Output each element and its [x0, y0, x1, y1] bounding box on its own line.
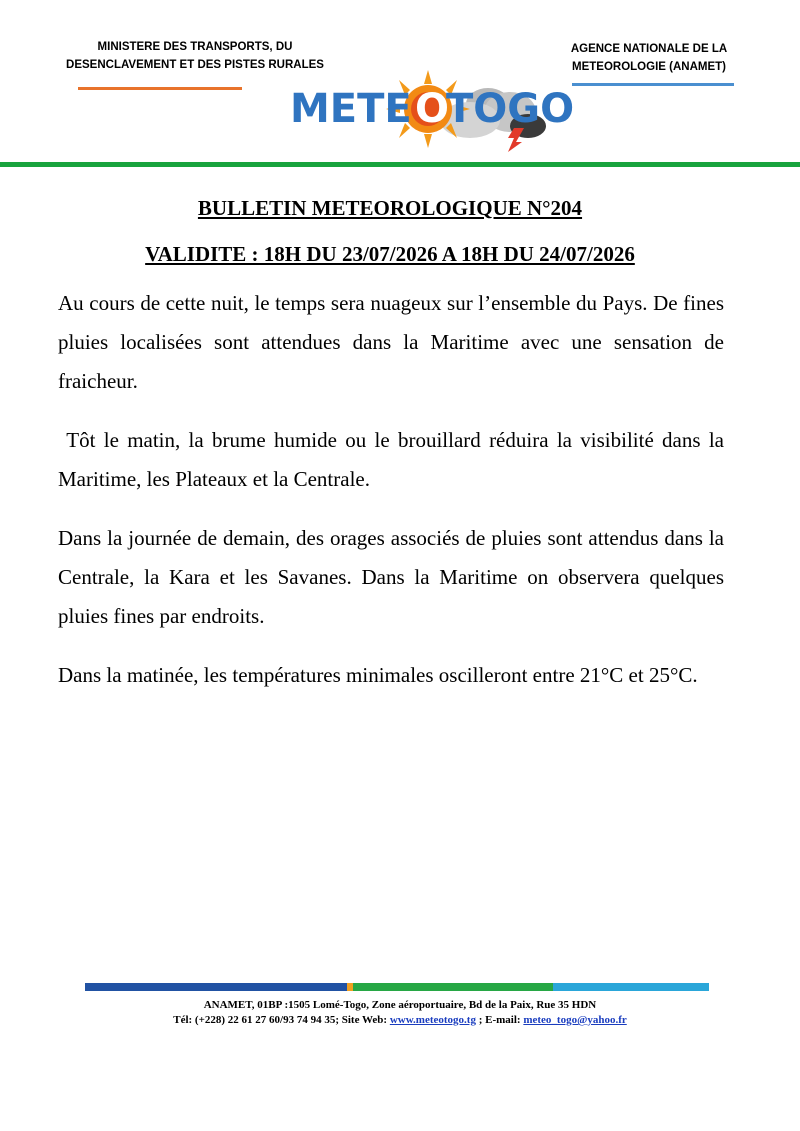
footer-separator: ; E-mail:: [475, 1014, 524, 1026]
forecast-paragraph-morning: Tôt le matin, la brume humide ou le brouillard réduira la visibilité dans la Maritime, les Plateaux et la Centrale.: [58, 428, 724, 491]
header-green-rule: [0, 162, 800, 167]
ministry-line-1: MINISTERE DES TRANSPORTS, DU: [97, 41, 293, 53]
bulletin-validity: VALIDITE : 18H DU 23/07/2026 A 18H DU 24/07/2026: [145, 242, 635, 266]
footer-phone: Tél: (+228) 22 61 27 60/93 74 94 35; Site Web:: [173, 1014, 390, 1026]
email-link[interactable]: meteo_togo@yahoo.fr: [523, 1014, 627, 1026]
forecast-paragraph-temperatures: Dans la matinée, les températures minimales oscilleront entre 21°C et 25°C.: [58, 663, 698, 687]
orange-divider: [78, 87, 242, 90]
forecast-paragraph-day: Dans la journée de demain, des orages associés de pluies sont attendus dans la Centrale, la Kara et les Savanes. Dans la Maritime on observera quelques pluies fines par endroits.: [58, 526, 724, 628]
agency-line-2: METEOROLOGIE (ANAMET): [572, 61, 726, 73]
agency-line-1: AGENCE NATIONALE DE LA: [570, 43, 728, 55]
footer-contact-line: [0, 1013, 800, 1028]
website-link[interactable]: www.meteotogo.tg: [389, 1014, 476, 1026]
logo-text-part1: METE: [290, 86, 412, 132]
footer-contact: [0, 998, 800, 1028]
footer-address: ANAMET, 01BP :1505 Lomé-Togo, Zone aéroportuaire, Bd de la Paix, Rue 35 HDN: [203, 999, 597, 1011]
forecast-paragraph-night: Au cours de cette nuit, le temps sera nuageux sur l’ensemble du Pays. De fines pluies localisées sont attendues dans la Maritime avec une sensation de fraicheur.: [58, 291, 724, 393]
bulletin-title: BULLETIN METEOROLOGIQUE N°204: [197, 196, 583, 220]
footer-color-bar: [85, 983, 709, 991]
logo-text-part3: TOGO: [446, 86, 575, 132]
logo-text-part2: O: [415, 86, 450, 132]
forecast-body: [58, 284, 724, 715]
ministry-line-2: DESENCLAVEMENT ET DES PISTES RURALES: [66, 59, 324, 71]
meteotogo-logo: [288, 66, 598, 152]
